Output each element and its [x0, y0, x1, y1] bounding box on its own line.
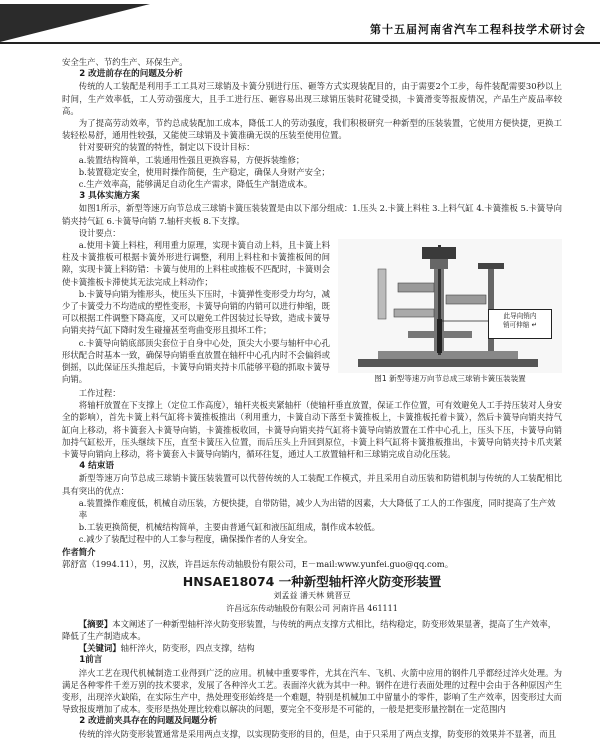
press-device-drawing	[338, 239, 562, 373]
advantage-item: c.减少了装配过程中的人工参与程度，确保操作者的人身安全。	[78, 534, 313, 545]
paragraph-work-process: 将轴杆放置在下支撑上（定位工作高度），轴杆夹板夹紧轴杆（使轴杆垂直放置，保证工作位置，可有效避免人工手持压装对人身安全的影响），首先卡簧上料气缸将卡簧推板推出（利用重力，卡簧自动下落至卡簧推板上，卡簧推板托着卡簧），然后卡簧导向销夹持气缸向上移动，将卡簧套入卡簧导向销，卡簧推板收回，卡簧导向销夹持气缸将卡簧导向销放置在工件中心孔上，压头下压，卡簧导向销加持气缸松开，压头继续下压，直至卡簧压入位置，而后压头上升回到原位，卡簧上料气缸将卡簧推板推出，卡簧导向销夹持卡爪夹紧卡簧导向销向上移动，将卡簧套入卡簧导向销内，循环往复，通过人工放置轴杆和三球销完成自动化压装。	[62, 400, 562, 460]
keywords-text: 轴杆淬火，防变形，四点支撑，结构	[120, 643, 255, 654]
figure-label-box	[488, 309, 552, 339]
design-points-column	[62, 239, 330, 385]
abstract-label: 【摘要】	[78, 618, 113, 629]
intro-line: 安全生产、节约生产、环保生产。	[62, 57, 188, 67]
paragraph-conclusion: 新型等速万向节总成三球销卡簧压装装置可以代替传统的人工装配工作模式，并且采用自动压装和防错机制与传统的人工装配相比具有突出的优点：	[62, 473, 562, 496]
paper2-keywords	[62, 642, 562, 654]
conference-title: 第十五届河南省汽车工程科技学术研讨会	[370, 23, 586, 36]
design-points-label: 设计要点：	[78, 227, 121, 238]
conference-header	[0, 4, 600, 44]
heading-problems: 2 改进前存在的问题及分析	[79, 69, 183, 80]
paragraph-requirements-intro: 针对要研究的装置的特性，制定以下设计目标：	[78, 142, 255, 153]
figure-1	[338, 239, 562, 385]
figure-caption: 图1 新型等速万向节总成三球销卡簧压装装置	[374, 374, 526, 384]
requirement-item: b.装置稳定安全，使用时操作简便，生产稳定，确保人身财产安全；	[78, 166, 330, 177]
heading-implementation: 3 具体实施方案	[79, 191, 140, 202]
paper2-paragraph-preface: 淬火工艺在现代机械制造工业得到广泛的应用。机械中重要零件，尤其在汽车、飞机、火箭中应用的钢件几乎都经过淬火处理。为满足各种零件千差万别的技术要求，发展了各种淬火工艺。表面淬火就为其中一种。钢件在进行表面处理的过程中会由于各种原因产生变形，出现淬火缺陷，在实际生产中，热处理变形始终是一个难题，特别是机械加工中留量小的零件，影响了生产效率，因变形过大而导致报废增加了成本。变形是热处理比较难以解决的问题，要完全不变形是不可能的，一般是把变形量控制在一定范围内	[62, 667, 562, 715]
paper2-affiliation: 许昌远东传动轴股份有限公司 河南许昌 461111	[226, 603, 398, 613]
article-body	[62, 56, 562, 740]
paper2-heading-problems: 2 改进前夹具存在的问题及问题分析	[79, 716, 218, 727]
design-point: a.使用卡簧上料柱，利用重力原理，实现卡簧自动上料，且卡簧上料柱及卡簧推板可根据卡簧外形进行调整，利用上料柱和卡簧推板间的间隙，实现卡簧上料防错：卡簧与使用的上料柱或推板不匹配时，卡簧则会使卡簧推板卡滞使其无法完成上料动作；	[62, 240, 330, 287]
advantage-item: b.工装更换简便，机械结构简单，主要由普通气缸和液压缸组成，制作成本较低。	[78, 522, 380, 533]
keywords-label: 【关键词】	[78, 643, 121, 654]
design-point: b.卡簧导向销为锥形头，使压头下压时，卡簧弹性变形受力均匀，减少了卡簧受力不均造成的塑性变形，卡簧导向销的内销可以进行伸缩，既可以根据工件调整下降高度，又可以避免工件因装过长导致，造成卡簧导向销夹持气缸下降时发生碰撞甚至弯曲变形且损坏工件；	[62, 288, 330, 336]
paper2-authors: 刘孟益 潘天林 姚晋豆	[273, 591, 351, 601]
work-process-label: 工作过程：	[78, 388, 121, 399]
paper2-abstract	[62, 618, 562, 642]
paper2-title: HNSAE18074 一种新型轴杆淬火防变形装置	[182, 574, 442, 590]
paragraph-figure-intro: 如图1所示，新型等速万向节总成三球销卡簧压装装置是由以下部分组成：1.压头 2.卡簧上料柱 3.上料气缸 4.卡簧推板 5.卡簧导向销夹持气缸 6.卡簧导向销 7.轴杆夹板 8.下支撑。	[62, 203, 562, 226]
abstract-text: 本文阐述了一种新型轴杆淬火防变形装置，与传统的两点支撑方式相比，结构稳定，防变形效果显著，提高了生产效率，降低了生产制造成本。	[62, 618, 557, 641]
heading-conclusion: 4 结束语	[79, 461, 114, 472]
design-point: c.卡簧导向销底部顶尖套位于自身中心处，顶尖大小要与轴杆中心孔形状配合时基本一致，确保导向销垂直放置在轴杆中心孔内时不会偏斜或倒摇，以此保证压头推起后，卡簧导向销夹持卡爪能够平稳的抓取卡簧导向销。	[62, 337, 330, 385]
author-bio: 郭舒富（1994.11），男，汉族，许昌远东传动轴股份有限公司，E－mail:www.yunfei.guo@qq.com。	[62, 558, 454, 569]
advantage-item: a.装置操作难度低，机械自动压装，方便快捷，自带防错，减少人为出错的因素，大大降低了工人的工作强度，同时提高了生产效率	[78, 497, 556, 521]
paragraph-goal: 为了提高劳动效率，节约总成装配加工成本，降低工人的劳动强度，我们积极研究一种新型的压装装置，它使用方便快捷，更换工装轻松易舒，通用性较强，又能使三球销及卡簧准确无误的压装至使用位置。	[62, 118, 562, 141]
figure-row	[62, 239, 562, 387]
paragraph-problem: 传统的人工装配是利用手工工具对三球销及卡簧分别进行压、砸等方式实现装配目的，由于需要2个工步，每件装配需要30秒以上时间，生产效率低，工人劳动强度大，且手工进行压、砸容易出现三球销压装时花键受损，卡簧滑变等报废情况，产品生产废品率较高。	[62, 81, 562, 116]
header-ribbon	[0, 4, 150, 42]
author-bio-heading: 作者简介	[62, 546, 96, 557]
requirement-item: c.生产效率高，能够满足自动化生产需求，降低生产制造成本。	[78, 179, 313, 190]
figure-label-line: 此导向销内	[503, 312, 537, 321]
requirement-item: a.装置结构简单，工装通用性强且更换容易，方便拆装维修；	[78, 154, 305, 165]
figure-label-line: 销可伸缩 ↵	[503, 320, 537, 329]
paper2-heading-preface: 1前言	[79, 655, 103, 666]
paper2-paragraph-last: 传统的淬火防变形装置通常是采用两点支撑，以实现防变形的目的，但是，由于只采用了两点支撑，防变形的效果并不显著，而且	[78, 728, 557, 739]
